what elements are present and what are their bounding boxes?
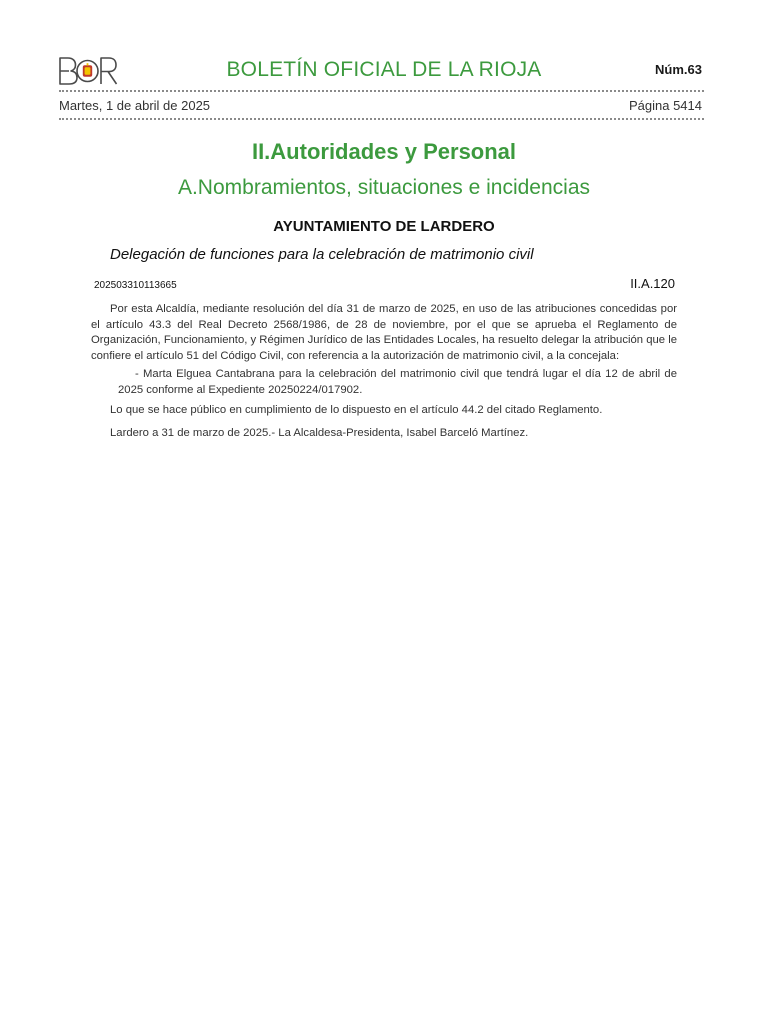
reference-code: II.A.120	[630, 276, 675, 291]
section-title: II.Autoridades y Personal	[251, 139, 517, 164]
reference-number: 202503310113665	[94, 280, 177, 291]
delegate-item: - Marta Elguea Cantabrana para la celebración del matrimonio civil que tendrá lugar el día 12 de abril de 2025 conforme al Expediente 20250224/017902.	[118, 368, 677, 396]
header-divider-bottom	[59, 118, 704, 120]
page-number: Página 5414	[628, 98, 702, 113]
body-paragraph: Lo que se hace público en cumplimiento de lo dispuesto en el artículo 44.2 del citado Reglamento.	[110, 404, 603, 416]
entry-subject: Delegación de funciones para la celebración de matrimonio civil	[110, 246, 534, 263]
issuing-entity: AYUNTAMIENTO DE LARDERO	[273, 218, 495, 235]
header-divider-top	[59, 90, 704, 92]
issue-number: Núm.63	[655, 62, 702, 77]
body-paragraph: Por esta Alcaldía, mediante resolución del día 31 de marzo de 2025, en uso de las atribuciones concedidas por el artículo 43.3 del Real Decreto 2568/1986, de 28 de noviembre, por el que se aprueba el Reglamento de Organización, Funcionamiento, y Régimen Jurídico de las Entidades Locales, ha resuelto delegar la atribución que le confiere el artículo 51 del Código Civil, con referencia a la autorización de matrimonio civil, a la concejala:	[91, 303, 677, 362]
signature-line: Lardero a 31 de marzo de 2025.- La Alcaldesa-Presidenta, Isabel Barceló Martínez.	[110, 427, 529, 439]
publication-date: Martes, 1 de abril de 2025	[59, 98, 211, 113]
subsection-title: A.Nombramientos, situaciones e incidencias	[177, 176, 591, 199]
bulletin-title: BOLETÍN OFICIAL DE LA RIOJA	[226, 58, 542, 81]
